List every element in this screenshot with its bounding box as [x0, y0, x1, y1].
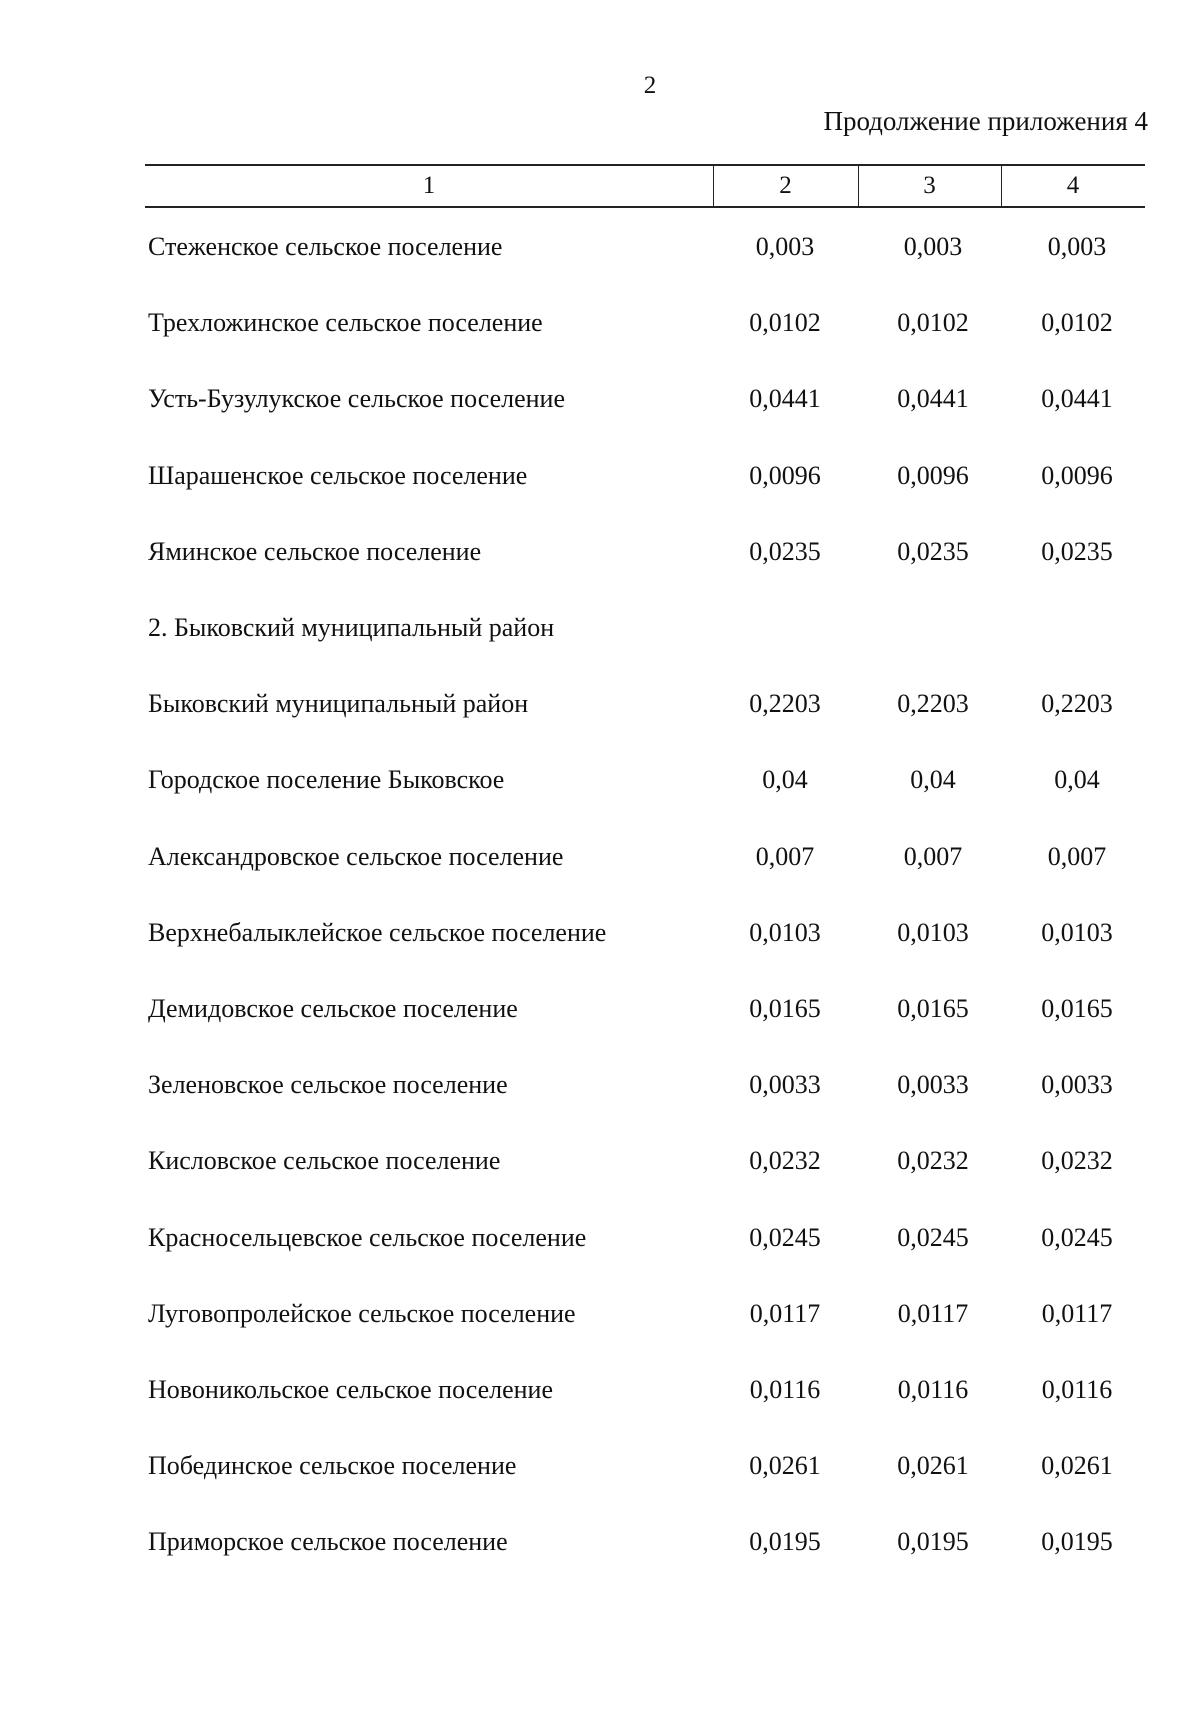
row-value-col-3: 0,0195	[897, 1527, 969, 1557]
row-value-col-3: 0,0245	[897, 1222, 969, 1252]
row-value-col-3: 0,0033	[897, 1070, 969, 1100]
table-row	[0, 1451, 1200, 1491]
row-value-col-3: 0,007	[903, 841, 963, 871]
table-row	[0, 1223, 1200, 1263]
row-name: 2. Быковский муниципальный район	[148, 613, 555, 642]
row-value-col-4: 0,0102	[1041, 308, 1113, 338]
row-value-col-2: 0,0235	[749, 536, 821, 566]
row-value-col-2: 0,0096	[749, 460, 821, 490]
table-row	[0, 308, 1200, 348]
row-name: Луговопролейское сельское поселение	[148, 1298, 576, 1328]
row-value-col-3: 0,0102	[897, 308, 969, 338]
row-value-col-2: 0,0261	[749, 1451, 821, 1481]
row-name: Яминское сельское поселение	[148, 536, 482, 566]
row-value-col-4: 0,2203	[1041, 689, 1113, 719]
row-value-col-2: 0,007	[755, 841, 815, 871]
row-value-col-4: 0,0117	[1041, 1298, 1113, 1328]
row-value-col-4: 0,0096	[1041, 460, 1113, 490]
row-name: Приморское сельское поселение	[148, 1527, 508, 1557]
table-row	[0, 232, 1200, 272]
section-heading-row	[0, 613, 1200, 653]
table-row	[0, 1070, 1200, 1110]
table-row	[0, 384, 1200, 424]
page-number: 2	[643, 72, 657, 99]
table-row	[0, 1146, 1200, 1186]
row-name: Александровское сельское поселение	[148, 841, 564, 871]
row-value-col-4: 0,0195	[1041, 1527, 1113, 1557]
row-value-col-2: 0,0441	[749, 384, 821, 414]
header-col-2: 2	[779, 172, 792, 199]
row-value-col-2: 0,0033	[749, 1070, 821, 1100]
row-name: Городское поселение Быковское	[148, 765, 505, 795]
row-value-col-2: 0,0103	[749, 917, 821, 947]
row-value-col-2: 0,0117	[749, 1298, 821, 1328]
table-row	[0, 1299, 1200, 1339]
table-row	[0, 1527, 1200, 1567]
row-value-col-4: 0,0103	[1041, 917, 1113, 947]
row-name: Красносельцевское сельское поселение	[148, 1222, 587, 1252]
row-name: Побединское сельское поселение	[148, 1451, 517, 1481]
row-value-col-3: 0,0117	[897, 1298, 969, 1328]
row-value-col-2: 0,0116	[749, 1375, 821, 1404]
table-row	[0, 765, 1200, 805]
row-value-col-4: 0,0245	[1041, 1222, 1113, 1252]
table-row	[0, 842, 1200, 882]
row-value-col-4: 0,0165	[1041, 994, 1113, 1023]
row-value-col-3: 0,2203	[897, 689, 969, 719]
table-row	[0, 537, 1200, 577]
row-name: Верхнебалыклейское сельское поселение	[148, 917, 607, 947]
row-name: Усть-Бузулукское сельское поселение	[148, 384, 566, 414]
row-value-col-3: 0,0232	[897, 1146, 969, 1176]
table-row	[0, 1375, 1200, 1415]
row-value-col-2: 0,0232	[749, 1146, 821, 1176]
row-value-col-3: 0,003	[903, 232, 963, 261]
row-name: Трехложинское сельское поселение	[148, 308, 543, 338]
row-value-col-2: 0,003	[755, 232, 815, 261]
row-value-col-4: 0,0232	[1041, 1146, 1113, 1176]
row-value-col-3: 0,0165	[897, 994, 969, 1023]
row-value-col-4: 0,0033	[1041, 1070, 1113, 1100]
row-name: Кисловское сельское поселение	[148, 1146, 501, 1176]
row-value-col-2: 0,0165	[749, 994, 821, 1023]
row-value-col-2: 0,0195	[749, 1527, 821, 1557]
row-value-col-3: 0,0261	[897, 1451, 969, 1481]
row-name: Новоникольское сельское поселение	[148, 1375, 553, 1404]
row-name: Быковский муниципальный район	[148, 689, 529, 719]
row-value-col-3: 0,0116	[897, 1375, 969, 1404]
row-name: Стеженское сельское поселение	[148, 232, 503, 261]
row-name: Зеленовское сельское поселение	[148, 1070, 508, 1100]
row-name: Демидовское сельское поселение	[148, 994, 518, 1023]
row-value-col-4: 0,0261	[1041, 1451, 1113, 1481]
table-row	[0, 461, 1200, 501]
table-header	[145, 164, 1145, 208]
row-value-col-3: 0,0103	[897, 917, 969, 947]
row-value-col-3: 0,0441	[897, 384, 969, 414]
row-value-col-2: 0,04	[762, 765, 808, 795]
row-value-col-4: 0,04	[1054, 765, 1100, 795]
row-value-col-3: 0,0096	[897, 460, 969, 490]
row-value-col-4: 0,003	[1047, 232, 1107, 261]
header-col-1: 1	[422, 172, 436, 199]
table-row	[0, 689, 1200, 729]
continuation-label: Продолжение приложения 4	[823, 106, 1148, 136]
row-name: Шарашенское сельское поселение	[148, 460, 528, 490]
row-value-col-4: 0,0441	[1041, 384, 1113, 414]
row-value-col-2: 0,0102	[749, 308, 821, 338]
row-value-col-2: 0,0245	[749, 1222, 821, 1252]
header-col-4: 4	[1066, 172, 1080, 199]
row-value-col-4: 0,007	[1047, 841, 1107, 871]
row-value-col-3: 0,04	[910, 765, 956, 795]
table-row	[0, 994, 1200, 1034]
row-value-col-4: 0,0116	[1041, 1375, 1113, 1404]
header-col-3: 3	[923, 172, 936, 199]
table-row	[0, 918, 1200, 958]
row-value-col-3: 0,0235	[897, 536, 969, 566]
row-value-col-4: 0,0235	[1041, 536, 1113, 566]
row-value-col-2: 0,2203	[749, 689, 821, 719]
